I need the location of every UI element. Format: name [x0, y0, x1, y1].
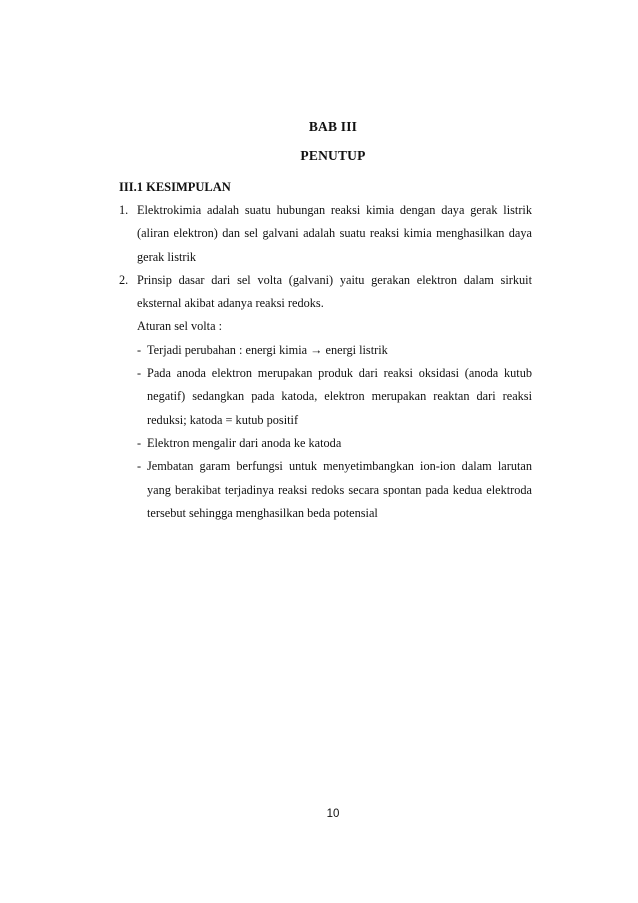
rule-item-3 — [137, 432, 532, 455]
rule-marker: - — [137, 435, 142, 450]
section-body — [119, 199, 532, 525]
rule-item-2 — [137, 362, 532, 432]
rule-text: Terjadi perubahan : energi kimia → energi listrik — [147, 342, 388, 357]
item-text: Prinsip dasar dari sel volta (galvani) yaitu gerakan elektron dalam sirkuit eksternal akibat adanya reaksi redoks. — [137, 272, 532, 311]
section-heading: III.1 KESIMPULAN — [119, 180, 231, 194]
rule-item-1 — [137, 339, 532, 362]
rule-text: Elektron mengalir dari anoda ke katoda — [147, 435, 342, 450]
page-number: 10 — [326, 808, 340, 820]
chapter-title: PENUTUP — [300, 148, 366, 163]
numbered-item-1 — [119, 199, 532, 269]
rule-marker: - — [137, 366, 142, 381]
rule-text: Jembatan garam berfungsi untuk menyetimbangkan ion-ion dalam larutan yang berakibat terjadinya reaksi redoks secara spontan pada kedua elektroda tersebut sehingga menghasilkan beda potensial — [147, 459, 532, 520]
rule-text: Pada anoda elektron merupakan produk dari reaksi oksidasi (anoda kutub negatif) sedangkan pada katoda, elektron merupakan reaktan dari reaksi reduksi; katoda = kutub positif — [147, 366, 532, 427]
item-text: Elektrokimia adalah suatu hubungan reaksi kimia dengan daya gerak listrik (aliran elektron) dan sel galvani adalah suatu reaksi kimia menghasilkan daya gerak listrik — [137, 203, 532, 264]
rule-item-4 — [137, 455, 532, 525]
item-number: 1. — [119, 203, 129, 217]
rules-heading: Aturan sel volta : — [137, 319, 223, 334]
rule-marker: - — [137, 342, 142, 357]
rules-block — [119, 315, 532, 525]
item-number: 2. — [119, 272, 129, 287]
rule-marker: - — [137, 459, 142, 474]
chapter-label: BAB III — [308, 119, 358, 134]
numbered-item-2 — [119, 269, 532, 316]
